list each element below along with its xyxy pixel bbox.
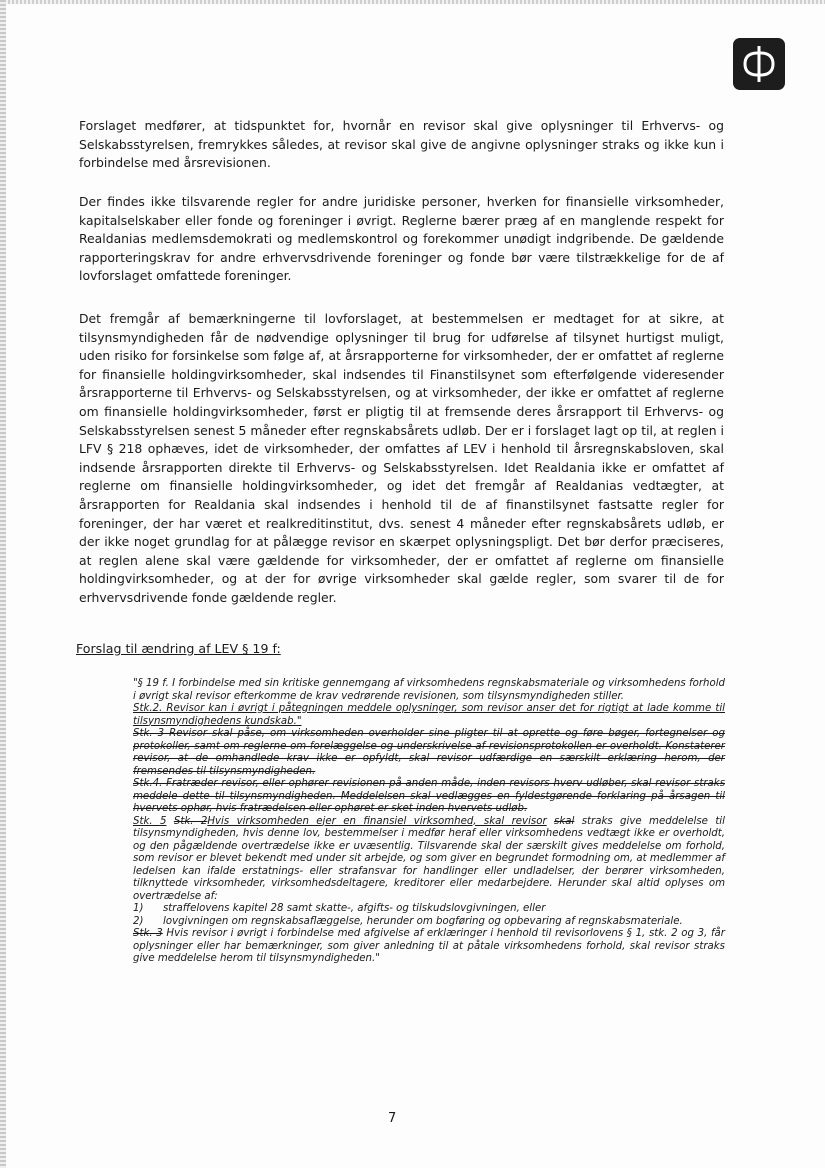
- quote-last-stk: [133, 928, 725, 966]
- paragraph-1: Forslaget medfører, at tidspunktet for, hvornår en revisor skal give oplysninger til Erhvervs- og Selskabsstyrelsen, fremrykkes således, at revisor skal give de angivne oplysninger straks og ikke kun i forbindelse med årsrevisionen.: [79, 118, 724, 171]
- page-number: 7: [388, 1111, 397, 1126]
- stk5-deleted-word: skal: [554, 815, 575, 827]
- stk5-label: Stk. 5: [133, 815, 167, 827]
- stk5-text: straks give meddelelse til tilsynsmyndigheden, hvis denne lov, bestemmelser i medfør heraf eller virksomhedens vedtægt ikke er overholdt, og den pågældende overtrædelse ikke er uvæsentlig. Tilsvarende skal der særskilt gives meddelelse om forhold, som revisor er blevet bekendt med under sit arbejde, og som giver en begrundet formodning om, at medlemmer af ledelsen kan ifalde erstatnings- eller strafansvar for handlinger eller undladelser, der berører virksomheden, tilknyttede virksomheder, virksomhedsdeltagere, kreditorer eller medarbejdere. Herunder skal altid oplyses om overtrædelse af:: [133, 815, 725, 902]
- quote-paragraph-19f: "§ 19 f. I forbindelse med sin kritiske gennemgang af virksomhedens regnskabsmateriale og virksomhedens forhold i øvrigt skal revisor efterkomme de krav vedrørende revisionen, som tilsynsmyndigheden stiller.: [133, 678, 725, 702]
- list-item-number: 1): [133, 903, 144, 914]
- scan-edge-left: [0, 0, 6, 1168]
- quote-stk-4: Stk.4. Fratræder revisor, eller ophører revisionen på anden måde, inden revisors hverv udløber, skal revisor straks meddele dette til tilsynsmyndigheden. Meddelelsen skal vedlægges en fyldestgørende forklaring på årsagen til hvervets ophør, hvis fratrædelsen eller ophøret er sket inden hvervets udløb.: [133, 778, 725, 814]
- quote-stk-5: [133, 816, 725, 904]
- scan-edge-top: [0, 0, 825, 4]
- list-item-text: straffelovens kapitel 28 samt skatte-, afgifts- og tilskudslovgivningen, eller: [163, 903, 546, 914]
- quote-stk-3: Stk. 3 Revisor skal påse, om virksomheden overholder sine pligter til at oprette og føre bøger, fortegnelser og protokoller, samt om reglerne om forelæggelse og underskrivelse af revisionsprotokollen er overholdt. Konstaterer revisor, at de omhandlede krav ikke er opfyldt, skal revisor udfærdige en særskilt erklæring herom, der fremsendes til tilsynsmyndigheden.: [133, 728, 725, 777]
- paragraph-2: Der findes ikke tilsvarende regler for andre juridiske personer, hverken for finansielle virksomheder, kapitalselskaber eller fonde og foreninger i øvrigt. Reglerne bærer præg af en manglende respekt for Realdanias medlemsdemokrati og medlemskontrol og forekommer unødigt indgribende. De gældende rapporteringskrav for andre erhvervsdrivende foreninger og fonde bør være tilstrækkelige for de af lovforslaget omfattede foreninger.: [79, 194, 724, 284]
- last-stk-text: Hvis revisor i øvrigt i forbindelse med afgivelse af erklæringer i henhold til revisorlovens § 1, stk. 2 og 3, får oplysninger eller har bemærkninger, som giver anledning til at påtale virksomhedens forhold, skal revisor straks give meddelelse herom til tilsynsmyndigheden.": [133, 928, 725, 964]
- stk5-deleted-label: Stk. 2: [173, 815, 208, 827]
- paragraph-3: Det fremgår af bemærkningerne til lovforslaget, at bestemmelsen er medtaget for at sikre, at tilsynsmyndigheden får de nødvendige oplysninger til brug for udførelse af tilsynet hurtigst muligt, uden risiko for forsinkelse som følge af, at årsrapporterne for virksomheder, der er omfattet af reglerne for finansielle holdingvirksomheder, skal indsendes til Finanstilsynet som efterfølgende videresender årsrapporterne til Erhvervs- og Selskabsstyrelsen, og at virksomheder, der ikke er omfattet af reglerne om finansielle holdingvirksomheder, først er pligtig til at fremsende deres årsrapport til Erhvervs- og Selskabsstyrelsen senest 5 måneder efter regnskabsårets udløb. Der er i forslaget lagt op til, at reglen i LFV § 218 ophæves, idet de virksomheder, der omfattes af LEV i henhold til årsregnskabsloven, skal indsende årsrapporten direkte til Erhvervs- og Selskabsstyrelsen. Idet Realdania ikke er omfattet af reglerne om finansielle holdingvirksomheder, og idet det fremgår af Realdanias vedtægter, at årsrapporten for Realdania skal indsendes i henhold til de af finanstilsynet fastsatte regler for foreninger, der har været et realkreditinstitut, dvs. senest 4 måneder efter regnskabsårets udløb, er der ikke noget grundlag for at pålægge revisor en skærpet oplysningspligt. Det bør derfor præciseres, at reglen alene skal være gældende for virksomheder, der er omfattet af reglerne om finansielle holdingvirksomheder, og at der for øvrige virksomheder skal gælde regler, som svarer til de for erhvervsdrivende fonde gældende regler.: [79, 311, 724, 605]
- list-item: [133, 903, 725, 916]
- phi-logo-icon: [733, 38, 785, 90]
- last-stk-deleted-label: Stk. 3: [133, 928, 163, 939]
- list-item-text: lovgivningen om regnskabsaflæggelse, herunder om bogføring og opbevaring af regnskabsmateriale.: [163, 915, 683, 927]
- quote-stk-2: Stk.2. Revisor kan i øvrigt i påtegningen meddele oplysninger, som revisor anser det for rigtigt at lade komme til tilsynsmyndighedens kundskab.": [133, 703, 725, 727]
- stk5-inserted-text: Hvis virksomheden ejer en finansiel virksomhed, skal revisor: [207, 815, 547, 827]
- list-item: [133, 916, 725, 929]
- law-quote-block: [133, 678, 725, 966]
- section-heading: Forslag til ændring af LEV § 19 f:: [76, 641, 281, 656]
- list-item-number: 2): [133, 915, 144, 927]
